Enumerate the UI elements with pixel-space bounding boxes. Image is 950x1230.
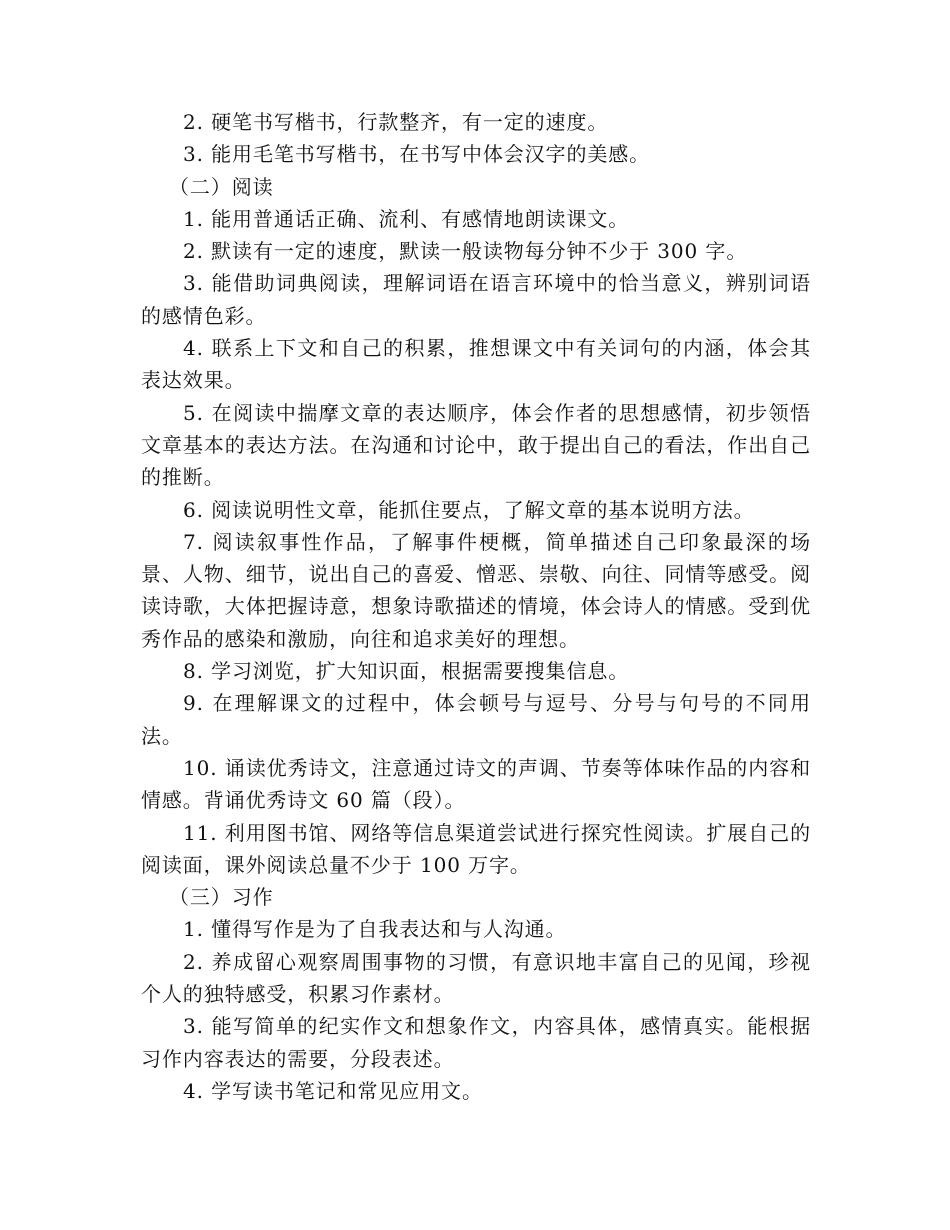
document-page [141,106,811,1107]
composition-item-3: 3. 能写简单的纪实作文和想象作文，内容具体，感情真实。能根据习作内容表达的需要，分段表述。 [141,1014,811,1071]
writing-item-2: 2. 硬笔书写楷书，行款整齐，有一定的速度。 [183,110,609,134]
reading-item-6: 6. 阅读说明性文章，能抓住要点，了解文章的基本说明方法。 [183,497,755,522]
reading-item-8: 8. 学习浏览，扩大知识面，根据需要搜集信息。 [183,659,630,684]
reading-item-10: 10. 诵读优秀诗文，注意通过诗文的声调、节奏等体味作品的内容和情感。背诵优秀诗文 60 篇（段）。 [141,755,811,813]
section-heading-reading: （二）阅读 [169,174,274,199]
writing-item-3: 3. 能用毛笔书写楷书，在书写中体会汉字的美感。 [183,142,651,167]
composition-item-1: 1. 懂得写作是为了自我表达和与人沟通。 [183,917,567,942]
reading-item-1: 1. 能用普通话正确、流利、有感情地朗读课文。 [183,206,630,231]
composition-item-2: 2. 养成留心观察周围事物的习惯，有意识地丰富自己的见闻，珍视个人的独特感受，积累习作素材。 [141,949,811,1007]
reading-item-5: 5. 在阅读中揣摩文章的表达顺序，体会作者的思想感情，初步领悟文章基本的表达方法。在沟通和讨论中，敢于提出自己的看法，作出自己的推断。 [141,400,811,490]
reading-item-2: 2. 默读有一定的速度，默读一般读物每分钟不少于 300 字。 [183,239,748,264]
reading-item-4: 4. 联系上下文和自己的积累，推想课文中有关词句的内涵，体会其表达效果。 [141,336,811,393]
reading-item-7: 7. 阅读叙事性作品，了解事件梗概，简单描述自己印象最深的场景、人物、细节，说出自己的喜爱、憎恶、崇敬、向往、同情等感受。阅读诗歌，大体把握诗意，想象诗歌描述的情境，体会诗人的情感。受到优秀作品的感染和激励，向往和追求美好的理想。 [141,529,811,651]
reading-item-3: 3. 能借助词典阅读，理解词语在语言环境中的恰当意义，辨别词语的感情色彩。 [141,271,811,328]
reading-item-11: 11. 利用图书馆、网络等信息渠道尝试进行探究性阅读。扩展自己的阅读面，课外阅读总量不少于 100 万字。 [141,820,811,877]
section-heading-composition: （三）习作 [169,885,274,910]
reading-item-9: 9. 在理解课文的过程中，体会顿号与逗号、分号与句号的不同用法。 [141,691,811,748]
composition-item-4: 4. 学写读书笔记和常见应用文。 [183,1078,483,1103]
